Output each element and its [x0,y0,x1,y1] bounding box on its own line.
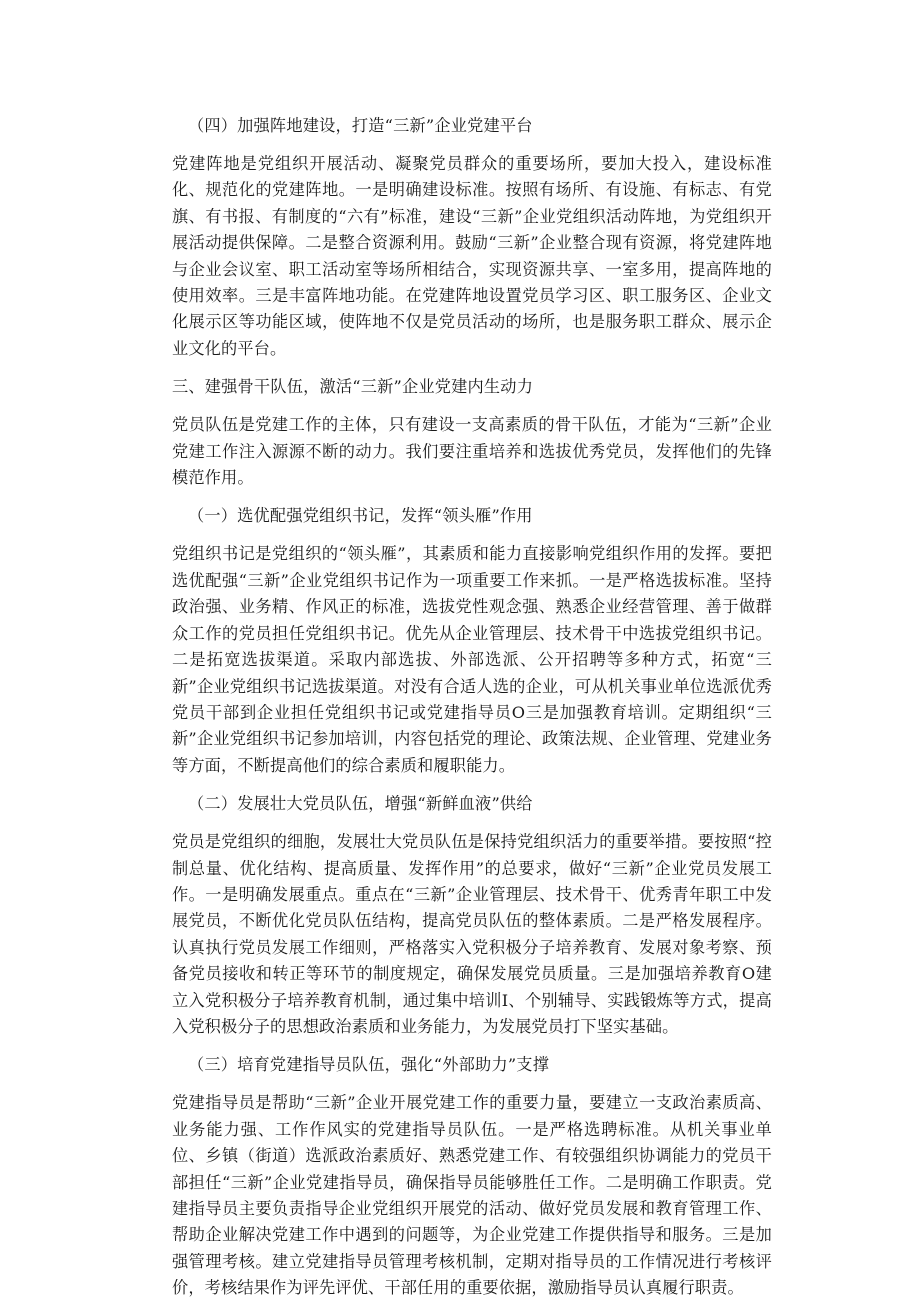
paragraph-instructors: 党建指导员是帮助“三新”企业开展党建工作的重要力量，要建立一支政治素质高、业务能力强、工作作风实的党建指导员队伍。一是严格选聘标准。从机关事业单位、乡镇（街道）选派政治素质好、熟悉党建工作、有较强组织协调能力的党员干部担任“三新”企业党建指导员，确保指导员能够胜任工作。二是明确工作职责。党建指导员主要负责指导企业党组织开展党的活动、做好党员发展和教育管理工作、帮助企业解决党建工作中遇到的问题等，为企业党建工作提供指导和服务。三是加强管理考核。建立党建指导员管理考核机制，定期对指导员的工作情况进行考核评价，考核结果作为评先评优、干部任用的重要依据，激励指导员认真履行职责。 [172,1093,772,1298]
chapter-heading-3-backbone-team: 三、建强骨干队伍，激活“三新”企业党建内生动力 [172,377,534,397]
section-heading-1-party-secretary: （一）选优配强党组织书记，发挥“领头雁”作用 [188,506,533,526]
paragraph-backbone-team-intro: 党员队伍是党建工作的主体，只有建设一支高素质的骨干队伍，才能为“三新”企业党建工作注入源源不断的动力。我们要注重培养和选拔优秀党员，发挥他们的先锋模范作用。 [172,415,772,488]
section-heading-3-instructors: （三）培育党建指导员队伍，强化“外部助力”支撑 [188,1055,550,1075]
document-body [172,111,772,1312]
paragraph-party-members: 党员是党组织的细胞，发展壮大党员队伍是保持党组织活力的重要举措。要按照“控制总量、优化结构、提高质量、发挥作用”的总要求，做好“三新”企业党员发展工作。一是明确发展重点。重点在“三新”企业管理层、技术骨干、优秀青年职工中发展党员，不断优化党员队伍结构，提高党员队伍的整体素质。二是严格发展程序。认真执行党员发展工作细则，严格落实入党积极分子培养教育、发展对象考察、预备党员接收和转正等环节的制度规定，确保发展党员质量。三是加强培养教育O建立入党积极分子培养教育机制，通过集中培训I、个别辅导、实践锻炼等方式，提高入党积极分子的思想政治素质和业务能力，为发展党员打下坚实基础。 [172,832,772,1036]
section-heading-4-position-building: （四）加强阵地建设，打造“三新”企业党建平台 [188,116,533,135]
paragraph-position-building: 党建阵地是党组织开展活动、凝聚党员群众的重要场所，要加大投入，建设标准化、规范化的党建阵地。一是明确建设标准。按照有场所、有设施、有标志、有党旗、有书报、有制度的“六有”标准，建设“三新”企业党组织活动阵地，为党组织开展活动提供保障。二是整合资源利用。鼓励“三新”企业整合现有资源，将党建阵地与企业会议室、职工活动室等场所相结合，实现资源共享、一室多用，提高阵地的使用效率。三是丰富阵地功能。在党建阵地设置党员学习区、职工服务区、企业文化展示区等功能区域，使阵地不仅是党员活动的场所，也是服务职工群众、展示企业文化的平台。 [172,154,772,358]
paragraph-party-secretary: 党组织书记是党组织的“领头雁”，其素质和能力直接影响党组织作用的发挥。要把选优配强“三新”企业党组织书记作为一项重要工作来抓。一是严格选拔标准。坚持政治强、业务精、作风正的标准，选拔党性观念强、熟悉企业经营管理、善于做群众工作的党员担任党组织书记。优先从企业管理层、技术骨干中选拔党组织书记。二是拓宽选拔渠道。采取内部选拔、外部选派、公开招聘等多种方式，拓宽“三新”企业党组织书记选拔渠道。对没有合适人选的企业，可从机关事业单位选派优秀党员干部到企业担任党组织书记或党建指导员O三是加强教育培训。定期组织“三新”企业党组织书记参加培训，内容包括党的理论、政策法规、企业管理、党建业务等方面，不断提高他们的综合素质和履职能力。 [172,544,772,775]
section-heading-2-party-members: （二）发展壮大党员队伍，增强“新鲜血液”供给 [188,794,533,814]
